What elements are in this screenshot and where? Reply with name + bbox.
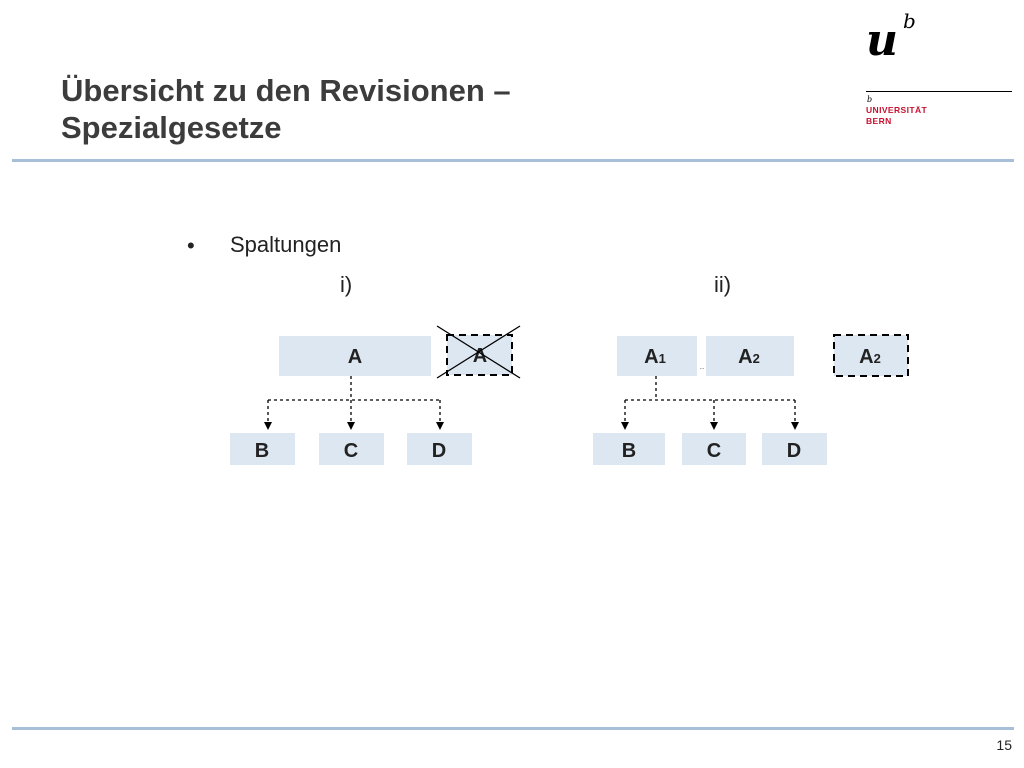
logo-small-mark: b	[867, 95, 873, 104]
box-a1-letter: A	[644, 346, 659, 368]
connector-text: ...	[699, 365, 705, 371]
box-c-i-label: C	[343, 440, 359, 462]
bullet-text: Spaltungen	[230, 232, 342, 257]
box-a-label: A	[347, 346, 363, 368]
footer-divider	[12, 727, 1014, 730]
connectors-i	[268, 376, 440, 426]
box-b-ii-label: B	[621, 440, 637, 462]
page-number: 15	[996, 737, 1012, 753]
logo-mark: u	[866, 15, 898, 66]
label-case-i: i)	[340, 272, 353, 297]
box-a1-subscript: 1	[658, 351, 666, 366]
box-a2-dashed-letter: A	[859, 346, 874, 368]
logo-university: UNIVERSITÄT	[866, 105, 928, 115]
connectors-ii	[625, 376, 795, 426]
box-d-ii-label: D	[786, 440, 802, 462]
diagram-ii	[593, 335, 908, 465]
box-b-i-label: B	[254, 440, 270, 462]
diagram-i	[230, 326, 520, 465]
bullet-marker: •	[187, 233, 195, 258]
box-a2-subscript: 2	[752, 351, 760, 366]
title-line-1: Übersicht zu den Revisionen –	[61, 73, 511, 108]
box-a2-dashed-subscript: 2	[873, 351, 881, 366]
box-a2-letter: A	[738, 346, 753, 368]
title-line-2: Spezialgesetze	[61, 110, 282, 145]
box-a-crossed-label: A	[472, 345, 488, 367]
logo-city: BERN	[866, 116, 892, 126]
box-c-ii-label: C	[706, 440, 722, 462]
label-case-ii: ii)	[714, 272, 732, 297]
logo-superscript: b	[903, 9, 916, 33]
box-d-i-label: D	[431, 440, 447, 462]
